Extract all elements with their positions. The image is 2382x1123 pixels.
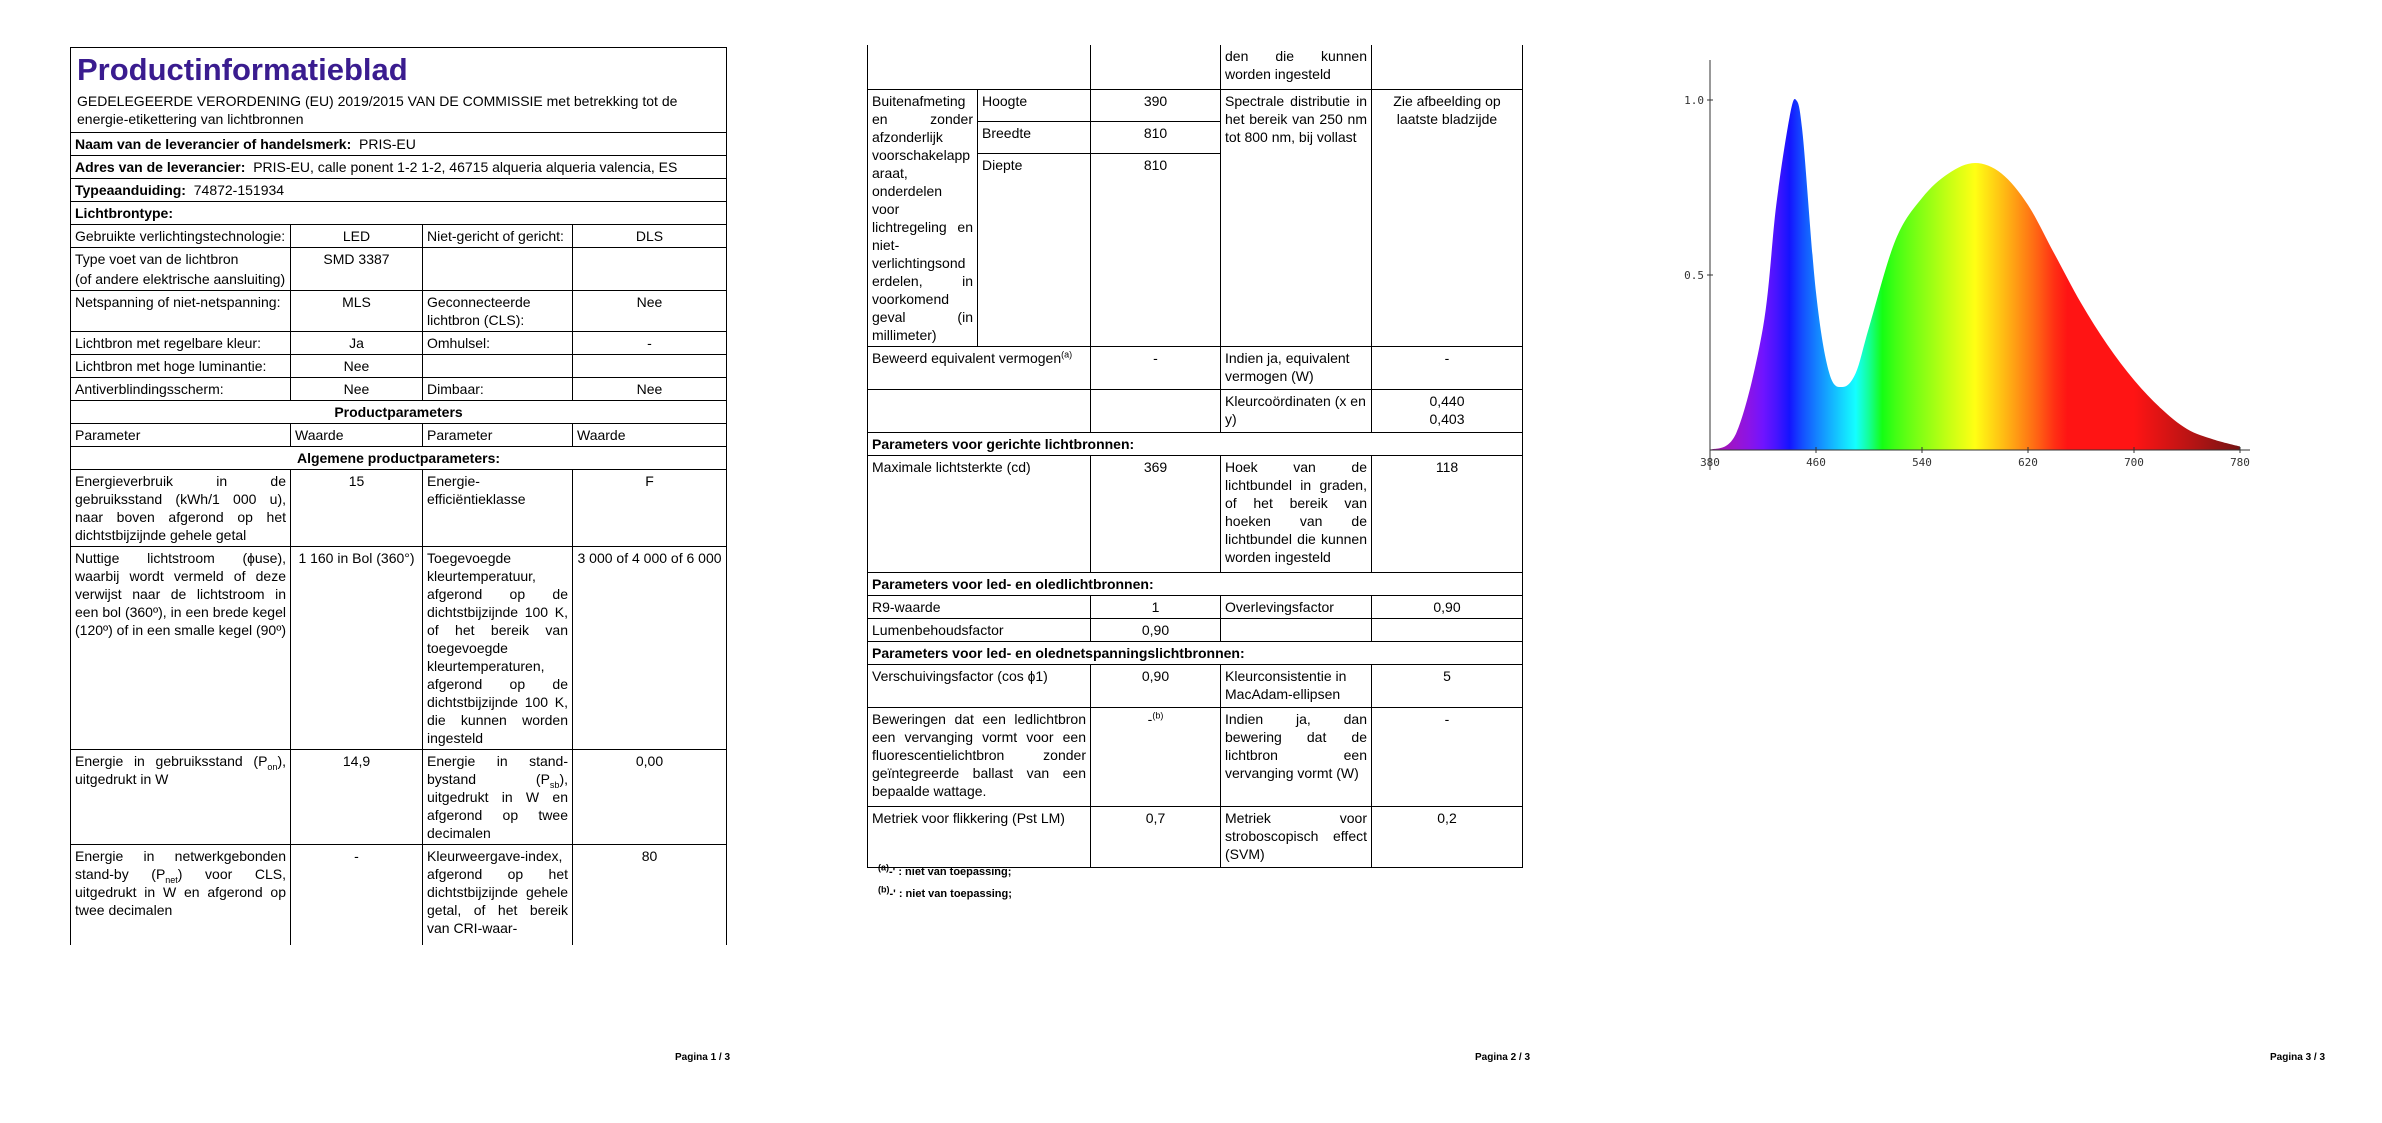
- x-tick-label: 460: [1806, 456, 1826, 469]
- table-row: [868, 665, 1523, 708]
- page-footer: Pagina 3 / 3: [2270, 1052, 2326, 1063]
- value-cell: 1: [1091, 596, 1221, 619]
- param-cell: Kleurconsistentie in MacAdam-ellipsen: [1221, 665, 1372, 708]
- depth-label: Diepte: [978, 154, 1091, 347]
- header-value: Waarde: [291, 424, 423, 447]
- table-row: [868, 807, 1523, 868]
- param-cell: Omhulsel:: [423, 332, 573, 355]
- spectrum-area: [1710, 99, 2240, 450]
- value-cell: Nee: [291, 355, 423, 378]
- param-cell: Indien ja, equivalent vermogen (W): [1221, 347, 1372, 390]
- value-cell: 3 000 of 4 000 of 6 000: [573, 547, 727, 750]
- param-cell: Energie in stand-bystand $(P_{sb})$, uitgedrukt in W en afgerond op twee decimalen: [423, 750, 573, 845]
- value-cell: 5: [1372, 665, 1523, 708]
- value-cell: -: [1372, 347, 1523, 390]
- param-cell: Verschuivingsfactor (cos ɸ1): [868, 665, 1091, 708]
- supplier-label: Naam van de leverancier of handelsmerk:: [75, 136, 352, 152]
- param-cell: Energie in netwerkgebonden stand-by $(P_{net})$ voor CLS, uitgedrukt in W en afgerond op twee decimalen: [71, 845, 291, 946]
- model-row: [71, 179, 727, 202]
- param-cell: Antiverblindingsscherm:: [71, 378, 291, 401]
- dimensions-label: Buitenafmetingen zonder afzonderlijk voorschakelapparaat, onderdelen voor lichtregeling en niet-verlichtingsonderdelen, in voorkomend geval (in millimeter): [868, 90, 978, 347]
- value-cell: -: [573, 332, 727, 355]
- height-label: Hoogte: [978, 90, 1091, 122]
- value-cell: 1 160 in Bol (360°): [291, 547, 423, 750]
- table-row: [71, 291, 727, 332]
- value-cell: DLS: [573, 225, 727, 248]
- x-tick-label: 700: [2124, 456, 2144, 469]
- param-cell: Indien ja, dan bewering dat de lichtbron een vervanging vormt (W): [1221, 708, 1372, 807]
- value-cell: LED: [291, 225, 423, 248]
- param-cell: Metriek voor stroboscopisch effect (SVM): [1221, 807, 1372, 868]
- param-cell: Nuttige lichtstroom (ɸuse), waarbij wordt vermeld of deze verwijst naar de lichtstroom in een bol (360º), in een brede kegel (120º) of in een smalle kegel (90º): [71, 547, 291, 750]
- page-2: [790, 0, 1580, 1123]
- table-row: [868, 390, 1523, 433]
- param-cell: Beweringen dat een ledlichtbron een vervanging vormt voor een fluorescentielichtbron zonder geïntegreerde ballast van een bepaalde wattage.: [868, 708, 1091, 807]
- param-cell: Toegevoegde kleurtemperatuur, afgerond op de dichtstbijzijnde 100 K, of het bereik van toegevoegde kleurtemperaturen, afgerond op de dichtstbijzijnde 100 K, die kunnen worden ingesteld: [423, 547, 573, 750]
- section-directional: Parameters voor gerichte lichtbronnen:: [868, 433, 1523, 456]
- value-cell: 0,90: [1372, 596, 1523, 619]
- table-row: [868, 45, 1523, 90]
- address-value: PRIS-EU, calle ponent 1-2 1-2, 46715 alqueria alqueria valencia, ES: [253, 159, 678, 175]
- page-1: [0, 0, 790, 1123]
- value-cell: 0,00: [573, 750, 727, 845]
- value-cell: SMD 3387: [291, 248, 423, 291]
- height-value: 390: [1091, 90, 1221, 122]
- address-label: Adres van de leverancier:: [75, 159, 246, 175]
- address-row: [71, 156, 727, 179]
- x-tick-label: 540: [1912, 456, 1932, 469]
- value-cell: MLS: [291, 291, 423, 332]
- table-row: [868, 347, 1523, 390]
- section-mains: Parameters voor led- en olednetspanningslichtbronnen:: [868, 642, 1523, 665]
- param-cell: Beweerd equivalent vermogen$^{(a)}$: [868, 347, 1091, 390]
- param-cell: Overlevingsfactor: [1221, 596, 1372, 619]
- value-cell: Nee: [573, 291, 727, 332]
- regulation-text: GEDELEGEERDE VERORDENING (EU) 2019/2015 VAN DE COMMISSIE met betrekking tot de energie-etikettering van lichtbronnen: [77, 93, 678, 127]
- section-general-parameters: Algemene productparameters:: [71, 447, 727, 470]
- param-cell: Kleurweergave-index, afgerond op het dichtstbijzijnde gehele getal, of het bereik van CRI-waar-: [423, 845, 573, 946]
- table-row: [71, 332, 727, 355]
- table-row: [71, 845, 727, 946]
- value-cell: F: [573, 470, 727, 547]
- table-row: [868, 619, 1523, 642]
- spectral-distribution-chart: [1660, 50, 2260, 470]
- section-led: Parameters voor led- en oledlichtbronnen:: [868, 573, 1523, 596]
- value-cell: 80: [573, 845, 727, 946]
- supplier-value: PRIS-EU: [359, 136, 416, 152]
- x-tick-label: 780: [2230, 456, 2250, 469]
- param-cell: Geconnecteerde lichtbron (CLS):: [423, 291, 573, 332]
- header-parameter: Parameter: [423, 424, 573, 447]
- light-source-type-label: Lichtbrontype:: [71, 202, 727, 225]
- param-cell: Lumenbehoudsfactor: [868, 619, 1091, 642]
- page-footer: Pagina 2 / 3: [1475, 1052, 1531, 1063]
- param-cell: Lichtbron met regelbare kleur:: [71, 332, 291, 355]
- spectral-label: Spectrale distributie in het bereik van 250 nm tot 800 nm, bij vollast: [1221, 90, 1372, 347]
- table-row: [868, 456, 1523, 573]
- x-tick-label: 380: [1700, 456, 1720, 469]
- section-product-parameters: Productparameters: [71, 401, 727, 424]
- table-row: [71, 355, 727, 378]
- value-cell: -: [1372, 708, 1523, 807]
- value-cell: -: [1091, 347, 1221, 390]
- dimensions-row: [868, 90, 1523, 122]
- table-row: [71, 470, 727, 547]
- width-label: Breedte: [978, 122, 1091, 154]
- y-tick-label: 0.5: [1684, 269, 1704, 282]
- param-cell: Netspanning of niet-netspanning:: [71, 291, 291, 332]
- page-3: [1580, 0, 2382, 1123]
- value-cell: 0,90: [1091, 619, 1221, 642]
- value-cell: 0,440 0,403: [1372, 390, 1523, 433]
- y-tick-label: 1.0: [1684, 94, 1704, 107]
- table-row: [868, 708, 1523, 807]
- param-cell: Niet-gericht of gericht:: [423, 225, 573, 248]
- spectral-value: Zie afbeelding op laatste bladzijde: [1372, 90, 1523, 347]
- value-cell: 0,7: [1091, 807, 1221, 868]
- param-cell: Dimbaar:: [423, 378, 573, 401]
- footnote-a: $^{(a)}$-' : niet van toepassing;: [878, 862, 1012, 878]
- model-label: Typeaanduiding:: [75, 182, 186, 198]
- value-cell: 369: [1091, 456, 1221, 573]
- header-value: Waarde: [573, 424, 727, 447]
- width-value: 810: [1091, 122, 1221, 154]
- value-cell: 118: [1372, 456, 1523, 573]
- param-cell: [423, 248, 573, 291]
- table-row: [71, 248, 727, 291]
- page-title: Productinformatieblad: [77, 52, 408, 87]
- model-value: 74872-151934: [193, 182, 285, 198]
- table-row: [71, 547, 727, 750]
- x-tick-label: 620: [2018, 456, 2038, 469]
- value-cell: 14,9: [291, 750, 423, 845]
- value-cell: Nee: [291, 378, 423, 401]
- supplier-row: [71, 133, 727, 156]
- value-cell: [573, 355, 727, 378]
- param-cell: Energie-efficiëntieklasse: [423, 470, 573, 547]
- value-cell: 0,90: [1091, 665, 1221, 708]
- footnote-b: $^{(b)}$-' : niet van toepassing;: [878, 884, 1012, 900]
- value-cell: Nee: [573, 378, 727, 401]
- param-cell: Type voet van de lichtbron (of andere elektrische aansluiting): [71, 248, 291, 291]
- table-row: [71, 378, 727, 401]
- header-parameter: Parameter: [71, 424, 291, 447]
- table-row: [71, 225, 727, 248]
- table-row: [71, 750, 727, 845]
- param-cell: R9-waarde: [868, 596, 1091, 619]
- value-cell: 0,2: [1372, 807, 1523, 868]
- product-info-table-page-2: [867, 45, 1523, 868]
- param-cell: den die kunnen worden ingesteld: [1221, 45, 1372, 90]
- value-cell: [573, 248, 727, 291]
- value-cell: -: [291, 845, 423, 946]
- table-row: [868, 596, 1523, 619]
- depth-value: 810: [1091, 154, 1221, 347]
- value-cell: 15: [291, 470, 423, 547]
- param-cell: Energieverbruik in de gebruiksstand (kWh/1 000 u), naar boven afgerond op het dichtstbijzijnde gehele getal: [71, 470, 291, 547]
- param-cell: [423, 355, 573, 378]
- param-cell: Lichtbron met hoge luminantie:: [71, 355, 291, 378]
- value-cell: Ja: [291, 332, 423, 355]
- product-info-table-page-1: [70, 47, 727, 945]
- param-cell: Metriek voor flikkering (Pst LM): [868, 807, 1091, 868]
- page-footer: Pagina 1 / 3: [675, 1052, 731, 1063]
- param-cell: Gebruikte verlichtingstechnologie:: [71, 225, 291, 248]
- param-cell: Energie in gebruiksstand $(P_{on})$, uitgedrukt in W: [71, 750, 291, 845]
- value-cell: -$^{(b)}$: [1091, 708, 1221, 807]
- param-cell: Hoek van de lichtbundel in graden, of het bereik van hoeken van de lichtbundel die kunnen worden ingesteld: [1221, 456, 1372, 573]
- param-cell: Kleurcoördinaten (x en y): [1221, 390, 1372, 433]
- param-cell: Maximale lichtsterkte (cd): [868, 456, 1091, 573]
